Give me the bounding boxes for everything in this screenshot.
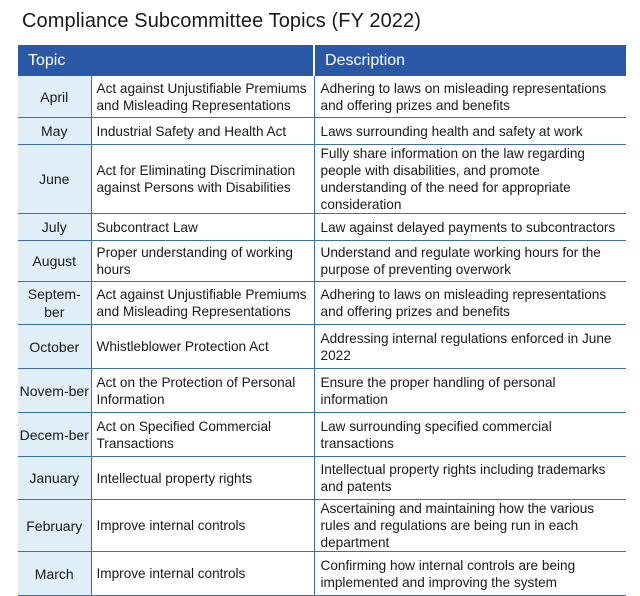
table-row — [18, 457, 626, 500]
description-cell: Addressing internal regulations enforced in June 2022 — [314, 325, 626, 369]
description-cell: Laws surrounding health and safety at work — [314, 118, 626, 145]
table-row — [18, 118, 626, 145]
table-row — [18, 76, 626, 118]
description-cell: Adhering to laws on misleading representations and offering prizes and benefits — [314, 282, 626, 325]
month-cell: Novem-ber — [18, 369, 91, 413]
table-row — [18, 413, 626, 457]
topic-cell: Improve internal controls — [91, 552, 314, 596]
month-cell: Decem-ber — [18, 413, 91, 457]
month-cell: August — [18, 241, 91, 282]
description-cell: Fully share information on the law regarding people with disabilities, and promote understanding of the need for appropriate consideration — [314, 145, 626, 214]
month-cell: January — [18, 457, 91, 500]
table-row — [18, 552, 626, 596]
description-cell: Intellectual property rights including trademarks and patents — [314, 457, 626, 500]
description-cell: Ensure the proper handling of personal information — [314, 369, 626, 413]
table-row — [18, 145, 626, 214]
description-cell: Confirming how internal controls are being implemented and improving the system — [314, 552, 626, 596]
table-row — [18, 500, 626, 552]
topic-cell: Act against Unjustifiable Premiums and Misleading Representations — [91, 76, 314, 118]
month-cell: October — [18, 325, 91, 369]
topic-cell: Intellectual property rights — [91, 457, 314, 500]
topic-cell: Act against Unjustifiable Premiums and Misleading Representations — [91, 282, 314, 325]
month-cell: April — [18, 76, 91, 118]
month-cell: March — [18, 552, 91, 596]
month-cell: June — [18, 145, 91, 214]
topic-cell: Act on Specified Commercial Transactions — [91, 413, 314, 457]
topic-cell: Act on the Protection of Personal Information — [91, 369, 314, 413]
month-cell: July — [18, 214, 91, 241]
description-cell: Ascertaining and maintaining how the various rules and regulations are being run in each department — [314, 500, 626, 552]
description-cell: Adhering to laws on misleading representations and offering prizes and benefits — [314, 76, 626, 118]
topic-cell: Proper understanding of working hours — [91, 241, 314, 282]
header-topic: Topic — [18, 45, 314, 76]
topic-cell: Subcontract Law — [91, 214, 314, 241]
topics-table — [18, 45, 626, 596]
description-cell: Law surrounding specified commercial transactions — [314, 413, 626, 457]
topic-cell: Improve internal controls — [91, 500, 314, 552]
month-cell: February — [18, 500, 91, 552]
page-title: Compliance Subcommittee Topics (FY 2022) — [22, 10, 421, 32]
table-row — [18, 325, 626, 369]
description-cell: Law against delayed payments to subcontractors — [314, 214, 626, 241]
header-description: Description — [314, 45, 626, 76]
table-row — [18, 282, 626, 325]
topic-cell: Industrial Safety and Health Act — [91, 118, 314, 145]
topic-cell: Act for Eliminating Discrimination against Persons with Disabilities — [91, 145, 314, 214]
table-row — [18, 241, 626, 282]
table-row — [18, 369, 626, 413]
table-header-row — [18, 45, 626, 76]
description-cell: Understand and regulate working hours for the purpose of preventing overwork — [314, 241, 626, 282]
month-cell: Septem-ber — [18, 282, 91, 325]
topic-cell: Whistleblower Protection Act — [91, 325, 314, 369]
table-row — [18, 214, 626, 241]
month-cell: May — [18, 118, 91, 145]
